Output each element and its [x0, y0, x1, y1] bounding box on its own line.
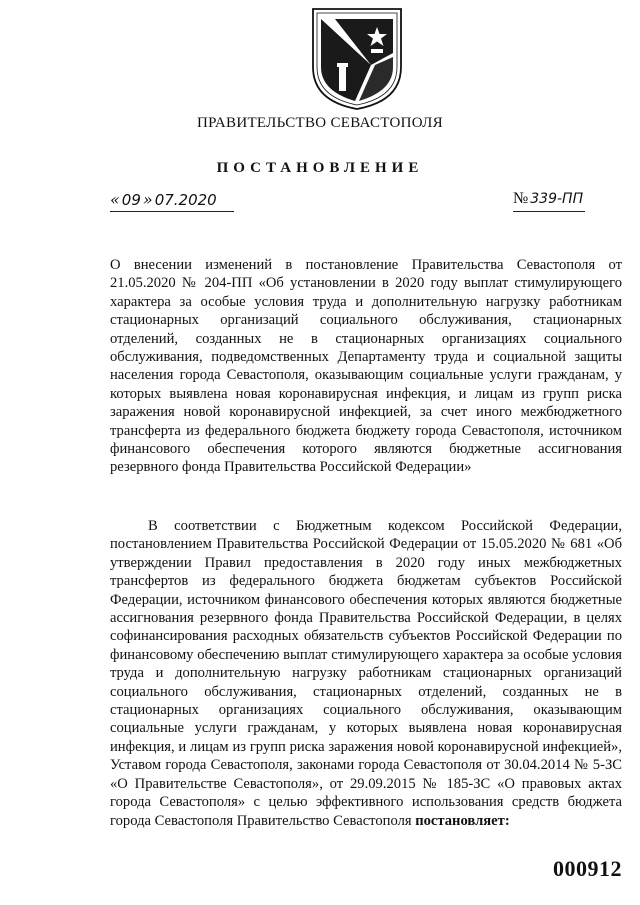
preamble-text: В соответствии с Бюджетным кодексом Российской Федерации, постановлением Правительства Российской Федерации от 15.05.2020 № 681 «Об утверждении Правил предоставления в 2020 году иных межбюджетных трансфертов из федерального бюджета бюджетам субъектов Российской Федерации, источником финансового обеспечения которых являются бюджетные ассигнования резервного фонда Правительства Российской Федерации, в целях софинансирования расходных обязательств субъектов Российской Федерации по финансовому обеспечению выплат стимулирующего характера за особые условия труда и дополнительную нагрузку работникам стационарных организаций социального обслуживания, стационарных отделений, созданных не в стационарных организациях социального обслуживания, оказывающим социальные услуги гражданам, у которых выявлена новая коронавирусная инфекция, и лицам из групп риска заражения новой коронавирусной инфекцией», Уставом города Севастополя, законами города Севастополя от 30.04.2014 № 5-ЗС «О Правительстве Севастополя», от 29.09.2015 № 185-ЗС «О правовых актах города Севастополя» с целью эффективного использования средств бюджета города Севастополя Правительство Севастополя [110, 518, 622, 829]
preamble-paragraph [110, 517, 622, 830]
date-close-quote: » [142, 190, 153, 209]
government-title: ПРАВИТЕЛЬСТВО СЕВАСТОПОЛЯ [197, 115, 443, 131]
date-month-year: 07.2020 [154, 191, 217, 209]
resolves-keyword: постановляет [415, 812, 505, 829]
number-value: 339-ПП [530, 191, 584, 207]
document-date [110, 190, 234, 212]
serial-number: 000912 [553, 856, 622, 881]
preamble-end: : [504, 812, 510, 829]
document-type-title: ПОСТАНОВЛЕНИЕ [216, 160, 424, 176]
sevastopol-coat-of-arms-emblem [309, 5, 405, 111]
date-day: 09 [121, 191, 141, 209]
number-sign: № [513, 190, 529, 207]
document-subject: О внесении изменений в постановление Правительства Севастополя от 21.05.2020 № 204-ПП «Об установлении в 2020 году выплат стимулирующего характера за особые условия труда и дополнительную нагрузку работникам стационарных организаций социального обслуживания, стационарных отделений, созданных не в стационарных организациях социального обслуживания, подведомственных Департаменту труда и социальной защиты населения города Севастополя, оказывающим социальные услуги гражданам, у которых выявлена новая коронавирусная инфекция, и лицам из групп риска заражения новой коронавирусной инфекцией, за счет иного межбюджетного трансферта из федерального бюджета бюджету города Севастополя, источником финансового обеспечения которого являются бюджетные ассигнования резервного фонда Правительства Российской Федерации» [110, 257, 622, 476]
date-open-quote: « [110, 190, 120, 209]
document-number [513, 190, 585, 212]
